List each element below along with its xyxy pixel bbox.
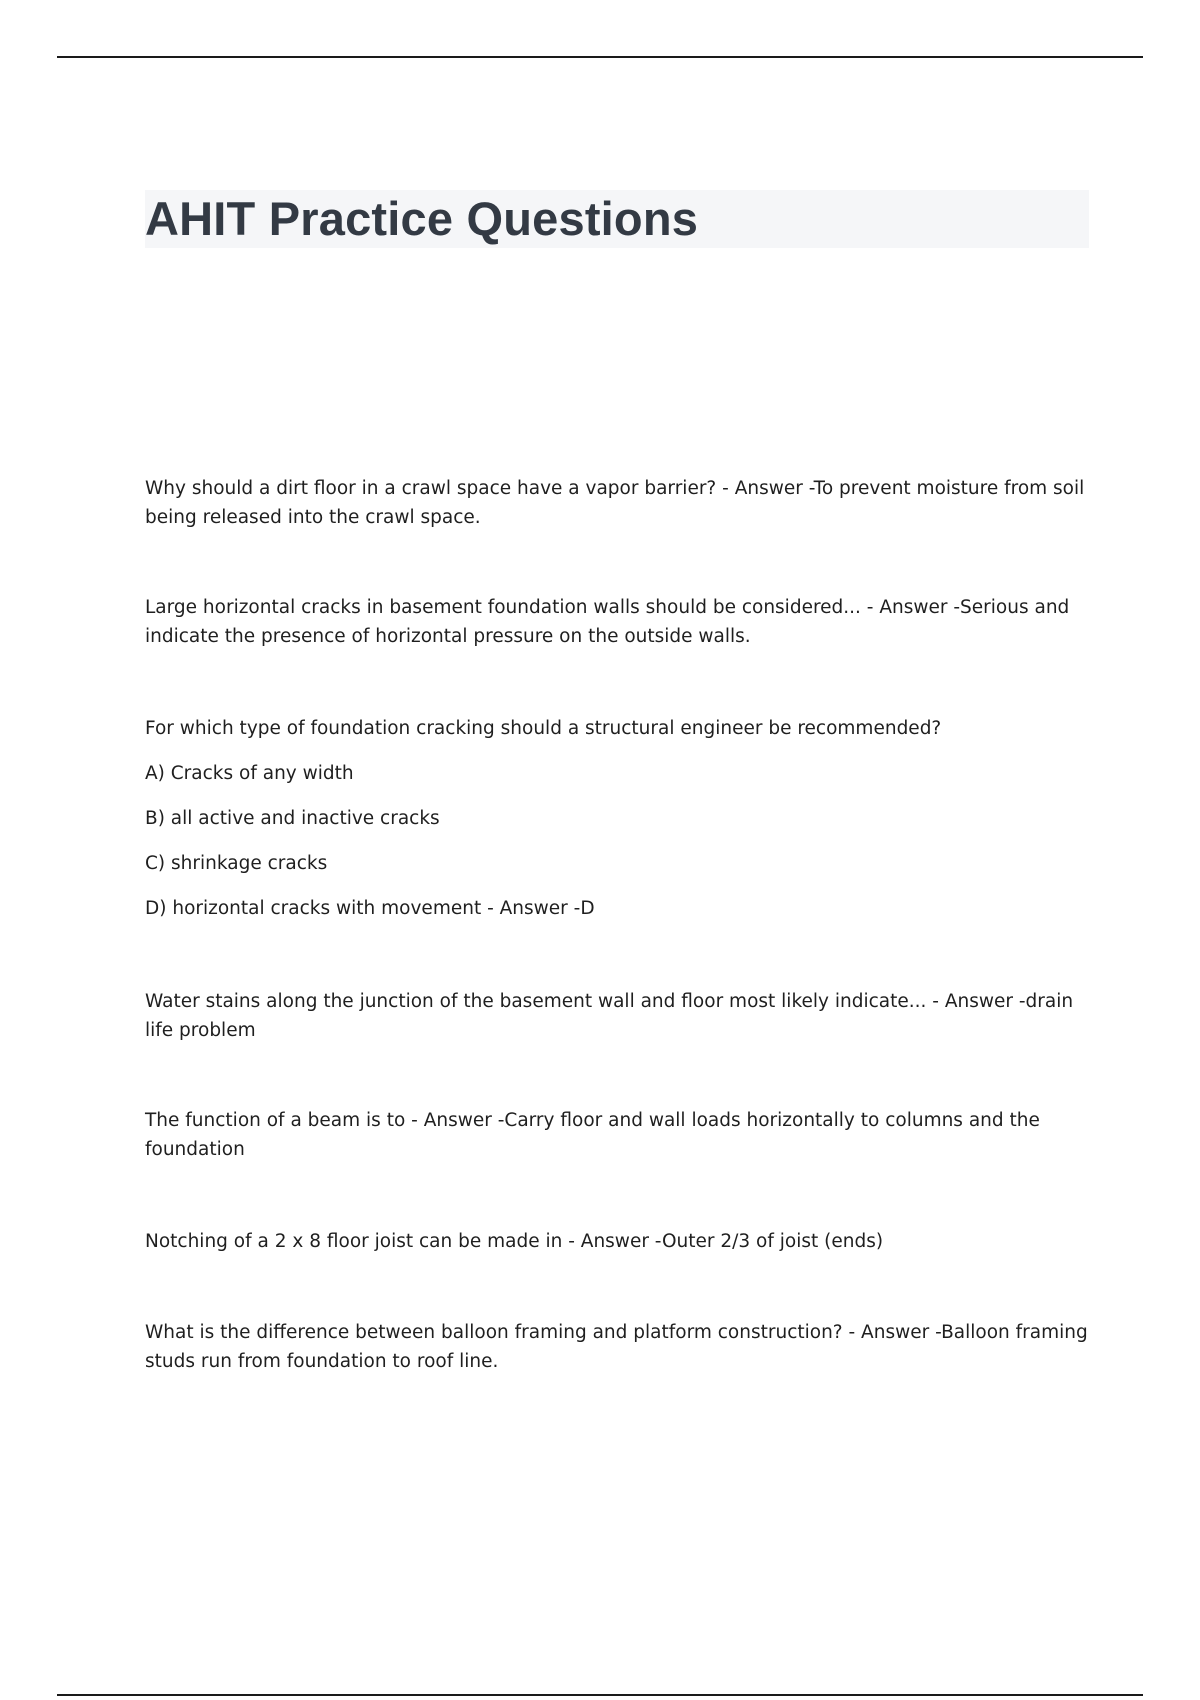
- answer-option-d: D) horizontal cracks with movement - Answer -D: [145, 898, 595, 919]
- answer-option-a: A) Cracks of any width: [145, 763, 354, 784]
- document-title: AHIT Practice Questions: [145, 192, 699, 245]
- question-item: [145, 593, 1090, 651]
- top-rule: [57, 56, 1143, 58]
- question-text: What is the difference between balloon framing and platform construction? - Answer -Balloon framing studs run from foundation to roof line.: [145, 1322, 1088, 1372]
- question-text: The function of a beam is to - Answer -Carry floor and wall loads horizontally to columns and the foundation: [145, 1110, 1040, 1160]
- question-text: For which type of foundation cracking should a structural engineer be recommended?: [145, 718, 942, 739]
- question-item: [145, 1318, 1090, 1376]
- question-text: Water stains along the junction of the basement wall and floor most likely indicate... - Answer -drain life problem: [145, 991, 1074, 1041]
- question-text: Notching of a 2 x 8 floor joist can be made in - Answer -Outer 2/3 of joist (ends): [145, 1231, 884, 1252]
- answer-option-c: C) shrinkage cracks: [145, 853, 328, 874]
- question-item: [145, 1106, 1090, 1164]
- question-text: Large horizontal cracks in basement foundation walls should be considered... - Answer -Serious and indicate the presence of horizontal pressure on the outside walls.: [145, 597, 1070, 647]
- question-item: [145, 714, 1090, 923]
- question-item: [145, 987, 1090, 1045]
- answer-option-b: B) all active and inactive cracks: [145, 808, 440, 829]
- question-item: [145, 474, 1090, 532]
- bottom-rule: [57, 1694, 1143, 1696]
- question-text: Why should a dirt floor in a crawl space have a vapor barrier? - Answer -To prevent moisture from soil being released into the crawl space.: [145, 478, 1085, 528]
- question-item: [145, 1227, 1090, 1256]
